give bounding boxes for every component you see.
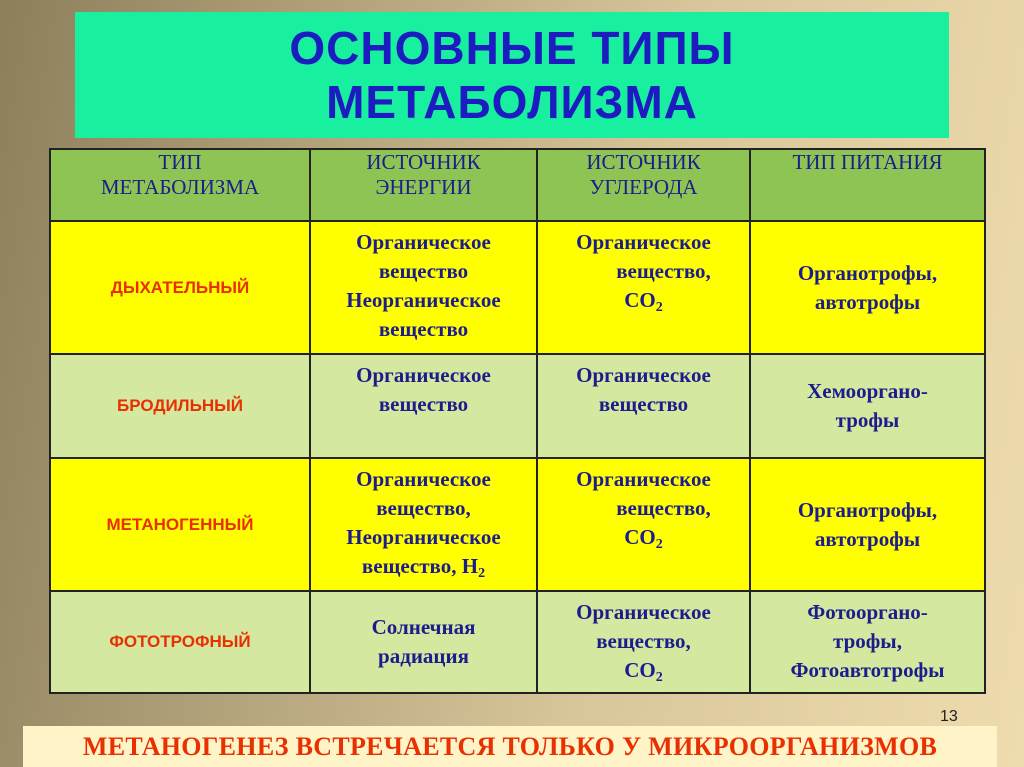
cell-text: Органическое — [356, 467, 491, 491]
cell-text: вещество, — [616, 496, 711, 520]
title-line-1: ОСНОВНЫЕ ТИПЫ — [289, 22, 735, 74]
cell-text: вещество — [598, 392, 689, 416]
metabolism-name: БРОДИЛЬНЫЙ — [50, 354, 310, 458]
cell-text: радиация — [378, 644, 469, 668]
subscript: 2 — [655, 300, 663, 315]
cell-text: Органическое — [576, 467, 711, 491]
cell-text: Органическое — [356, 230, 491, 254]
cell-text: CO — [624, 525, 656, 549]
cell-text: вещество, — [376, 496, 471, 520]
subscript: 2 — [655, 670, 663, 685]
cell-text: трофы, — [833, 629, 902, 653]
cell-text: вещество, — [596, 629, 691, 653]
carbon-source-cell — [537, 458, 750, 591]
carbon-source-cell — [537, 221, 750, 354]
metabolism-name: ДЫХАТЕЛЬНЫЙ — [50, 221, 310, 354]
energy-source-cell — [310, 221, 537, 354]
header-energy-source — [310, 149, 537, 221]
subscript: 2 — [478, 566, 486, 581]
subscript: 2 — [655, 537, 663, 552]
cell-text: Органическое — [576, 600, 711, 624]
cell-text: Неорганическое — [346, 525, 501, 549]
nutrition-type-cell — [750, 354, 985, 458]
nutrition-type-cell — [750, 221, 985, 354]
energy-source-cell — [310, 354, 537, 458]
metabolism-name: МЕТАНОГЕННЫЙ — [50, 458, 310, 591]
cell-text: Солнечная — [371, 615, 476, 639]
header-text: ТИП ПИТАНИЯ — [792, 150, 943, 174]
table-row — [50, 221, 985, 354]
metabolism-table — [49, 148, 986, 694]
cell-text: CO — [624, 658, 656, 682]
cell-text: Фотооргано- — [807, 600, 928, 624]
cell-text: Органическое — [356, 363, 491, 387]
nutrition-type-cell — [750, 591, 985, 693]
energy-source-cell — [310, 591, 537, 693]
cell-text: Органотрофы, — [797, 497, 938, 522]
nutrition-type-cell — [750, 458, 985, 591]
carbon-source-cell — [537, 591, 750, 693]
page-number: 13 — [940, 708, 958, 725]
title-line-2: МЕТАБОЛИЗМА — [326, 76, 698, 128]
cell-text: Неорганическое — [346, 288, 501, 312]
cell-text: вещество — [378, 392, 469, 416]
table-row — [50, 591, 985, 693]
cell-text: вещество — [378, 259, 469, 283]
header-metabolism-type — [50, 149, 310, 221]
title-banner — [75, 12, 949, 138]
cell-text: Фотоавтотрофы — [790, 658, 945, 682]
cell-text: CO — [624, 288, 656, 312]
cell-text: Органическое — [576, 363, 711, 387]
header-text: МЕТАБОЛИЗМА — [100, 175, 260, 199]
header-text: ИСТОЧНИК — [586, 150, 701, 174]
cell-text: трофы — [835, 408, 900, 432]
header-text: ИСТОЧНИК — [366, 150, 481, 174]
header-carbon-source — [537, 149, 750, 221]
header-text: ТИП — [158, 150, 202, 174]
cell-text: Хемооргано- — [807, 379, 928, 403]
cell-text: Органотрофы, — [797, 260, 938, 285]
header-text: ЭНЕРГИИ — [375, 175, 472, 199]
footer-banner: МЕТАНОГЕНЕЗ ВСТРЕЧАЕТСЯ ТОЛЬКО У МИКРООРГАНИЗМОВ — [23, 726, 997, 767]
cell-text: автотрофы — [814, 526, 921, 551]
cell-text: автотрофы — [814, 289, 921, 314]
energy-source-cell — [310, 458, 537, 591]
cell-text: Органическое — [576, 230, 711, 254]
header-nutrition-type — [750, 149, 985, 221]
header-text: УГЛЕРОДА — [589, 175, 698, 199]
table-header-row — [50, 149, 985, 221]
carbon-source-cell — [537, 354, 750, 458]
cell-text: вещество, H — [361, 554, 479, 578]
table-row — [50, 458, 985, 591]
cell-text: вещество, — [616, 259, 711, 283]
cell-text: вещество — [378, 317, 469, 341]
metabolism-name: ФОТОТРОФНЫЙ — [50, 591, 310, 693]
table-row — [50, 354, 985, 458]
